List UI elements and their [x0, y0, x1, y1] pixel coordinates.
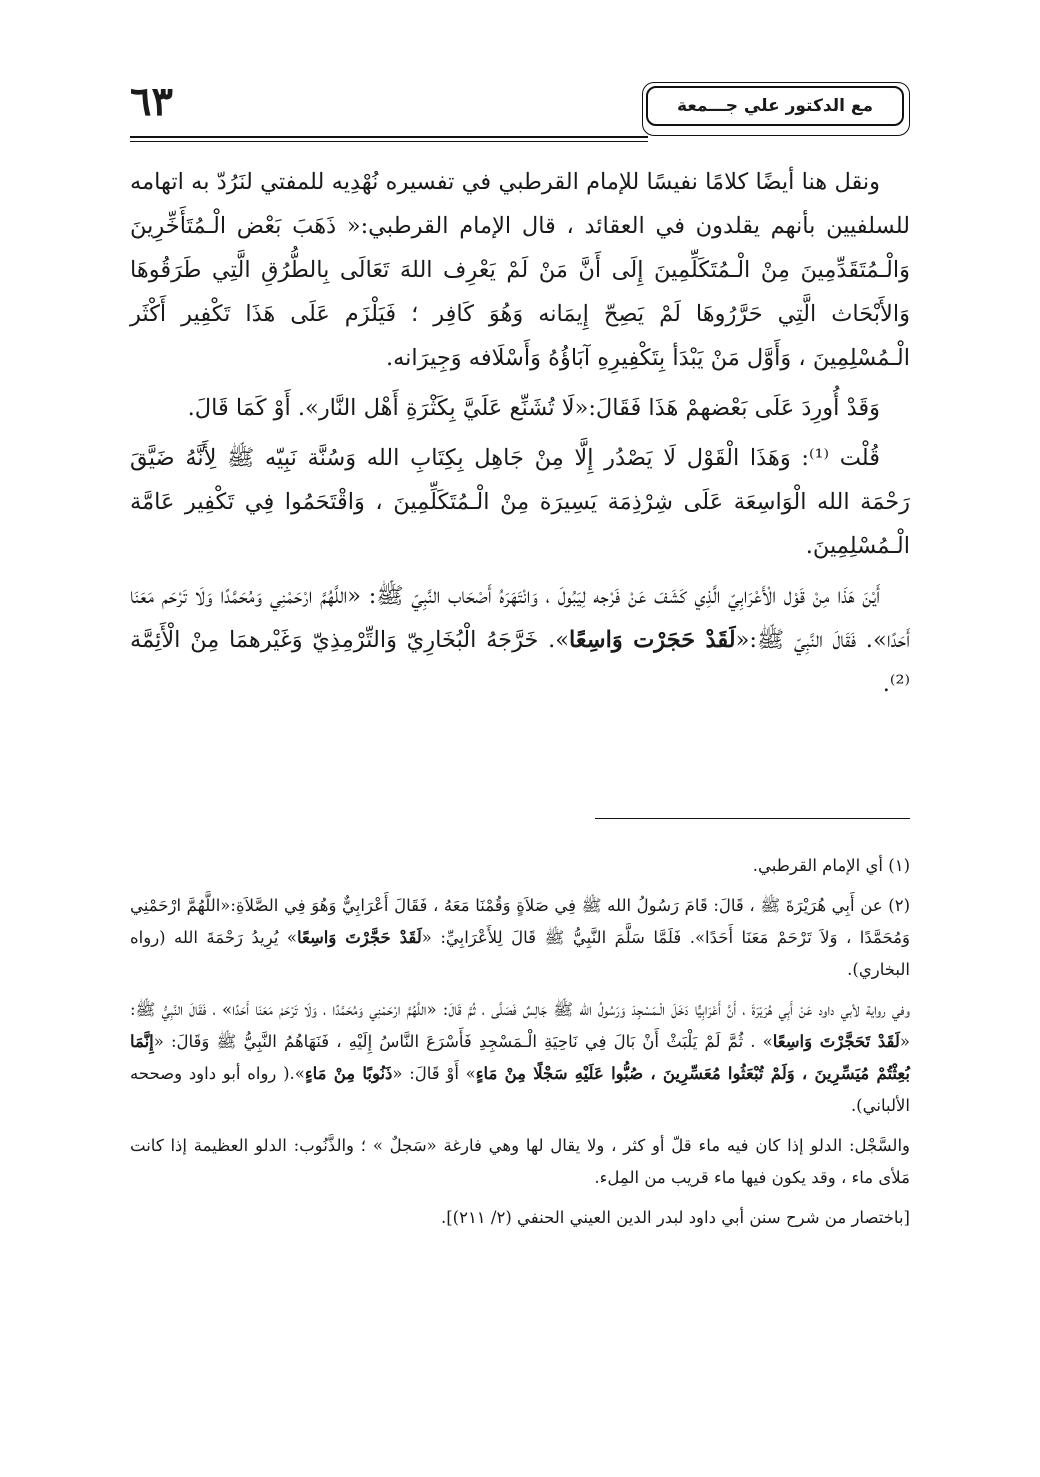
footnote-3-text-d: ».( رواه أبو داود وصححه الألباني). [130, 1064, 910, 1115]
page-header [130, 78, 910, 140]
footnote-3-text-a: وفي رواية لأبي داود عَنْ أَبِي هُرَيْرَةَ ، أَنَّ أَعْرَابِيًّا دَخَلَ الْـمَسْجِدَ وَرَسُولُ الله ﷺ جَالِسٌ فَصَلَّى ، ثُمَّ قَالَ: «اللَّهُمَّ ارْحَمْنِي وَمُحَمَّدًا ، وَلَا تَرْحَمْ مَعَنَا أَحَدًا» ، فَقَالَ النَّبِيُّ ﷺ: « [130, 1000, 910, 1051]
footnote-3-text-c: » أَوْ قَالَ: « [392, 1064, 476, 1083]
footnote-2-hadith: لَقَدْ حَجَّرْتَ وَاسِعًا [296, 928, 422, 947]
footnote-separator [595, 818, 910, 819]
footnote-3-hadith-2: إِنَّمَا بُعِثْتُمْ مُيَسِّرِينَ ، وَلَمْ تُبْعَثُوا مُعَسِّرِينَ ، صُبُّوا عَلَيْهِ سَجْلًا مِنْ مَاءٍ [130, 1032, 910, 1083]
page-number: ٦٣ [130, 78, 173, 125]
paragraph-4-text-b: ». خَرَّجَهُ الْبُخَارِيّ وَالتِّرْمِذِيّ وَغَيْرهمَا مِنْ الْأَئِمَّة ⁽²⁾. [130, 627, 910, 697]
paragraph-3: قُلْت ⁽¹⁾: وَهَذَا الْقَوْل لَا يَصْدُر إِلَّا مِنْ جَاهِل بِكِتَابِ الله وَسُنَّة نَبِيّه ﷺ لِأَنَّهُ ضَيَّقَ رَحْمَة الله الْوَاسِعَة عَلَى شِرْذِمَة يَسِيرَة مِنْ الْـمُتَكَلِّمِينَ ، وَاقْتَحَمُوا فِي تَكْفِير عَامَّة الْـمُسْلِمِينَ. [130, 445, 910, 559]
footnote-3-hadith-1: لَقَدْ تَحَجَّرْتَ وَاسِعًا [772, 1032, 900, 1051]
footnotes [130, 850, 910, 1242]
paragraph-2: وَقَدْ أُورِدَ عَلَى بَعْضهمْ هَذَا فَقَالَ:«لَا تُشَنِّع عَلَيَّ بِكَثْرَةِ أَهْل النَّار». أَوْ كَمَا قَالَ. [187, 395, 880, 421]
footnote-2-text-b: » يُرِيدُ رَحْمَةَ الله (رواه البخاري). [130, 928, 910, 979]
footnote-4: والسَّجْل: الدلو إذا كان فيه ماء قلّ أو كثر ، ولا يقال لها وهي فارغة «سَجلٌ » ؛ والذَّنُوب: الدلو العظيمة إذا كانت مَلأى ماء ، وقد يكون فيها ماء قريب من المِلء. [130, 1136, 910, 1187]
running-title: مع الدكتور علي جـــمعة [646, 86, 904, 126]
footnote-2-text-a: (٢) عن أَبِي هُرَيْرَةَ ﷺ ، قَالَ: قَامَ رَسُولُ الله ﷺ فِي صَلاَةٍ وَقُمْنَا مَعَهُ ، فَقَالَ أَعْرَابِيٌّ وَهُوَ فِي الصَّلاَةِ:«اللَّهُمَّ ارْحَمْنِي وَمُحَمَّدًا ، وَلاَ تَرْحَمْ مَعَنَا أَحَدًا». فَلَمَّا سَلَّمَ النَّبِيُّ ﷺ قَالَ لِلأَعْرَابِيِّ: « [130, 896, 910, 947]
main-text [130, 160, 910, 712]
header-rule [130, 136, 648, 138]
header-rule-thin [130, 141, 648, 142]
paragraph-4-hadith: لَقَدْ حَجَرْت وَاسِعًا [569, 627, 736, 653]
footnote-3 [130, 994, 910, 1122]
footnote-1: (١) أي الإمام القرطبي. [752, 856, 910, 875]
paragraph-1: ونقل هنا أيضًا كلامًا نفيسًا للإمام القرطبي في تفسيره نُهْدِيه للمفتي لنَرُدّ به اتهامه للسلفيين بأنهم يقلدون في العقائد ، قال الإمام القرطبي:« ذَهَبَ بَعْض الْـمُتَأَخِّرِينَ وَالْـمُتَقَدِّمِينَ مِنْ الْـمُتَكَلِّمِينَ إِلَى أَنَّ مَنْ لَمْ يَعْرِف اللهَ تَعَالَى بِالطُّرُقِ الَّتِي طَرَقُوهَا وَالأَبْحَاث الَّتِي حَرَّرُوهَا لَمْ يَصِحّ إِيمَانه وَهُوَ كَافِر ؛ فَيَلْزَم عَلَى هَذَا تَكْفِير أَكْثَر الْـمُسْلِمِينَ ، وَأَوَّل مَنْ يَبْدَأ بِتَكْفِيرِهِ آبَاؤُهُ وَأَسْلَافه وَجِيرَانه. [130, 169, 910, 371]
paragraph-4-text-a: أَيْنَ هَذَا مِنْ قَوْل الْأَعْرَابِيّ الَّذِي كَشَفَ عَنْ فَرْجه لِيَبُولَ ، وَانْتَهَرَهُ أَصْحَاب النَّبِيّ ﷺ: «اللَّهُمَّ ارْحَمْنِي وَمُحَمَّدًا وَلَا تَرْحَم مَعَنَا أَحَدًا». فَقَالَ النَّبِيّ ﷺ:« [130, 583, 910, 653]
footnote-3-hadith-3: ذَنُوبًا مِنْ مَاءٍ [304, 1064, 393, 1083]
footnote-2 [130, 890, 910, 986]
paragraph-4 [130, 574, 910, 706]
footnote-5: [باختصار من شرح سنن أبي داود لبدر الدين العيني الحنفي (٢/ ٢١١)]. [440, 1208, 910, 1227]
footnote-3-text-b: » . ثُمَّ لَمْ يَلْبَثْ أَنْ بَالَ فِي نَاحِيَةِ الْـمَسْجِدِ فَأَسْرَعَ النَّاسُ إِلَيْهِ ، فَنَهَاهُمُ النَّبِيُّ ﷺ وَقَالَ: « [153, 1032, 773, 1051]
